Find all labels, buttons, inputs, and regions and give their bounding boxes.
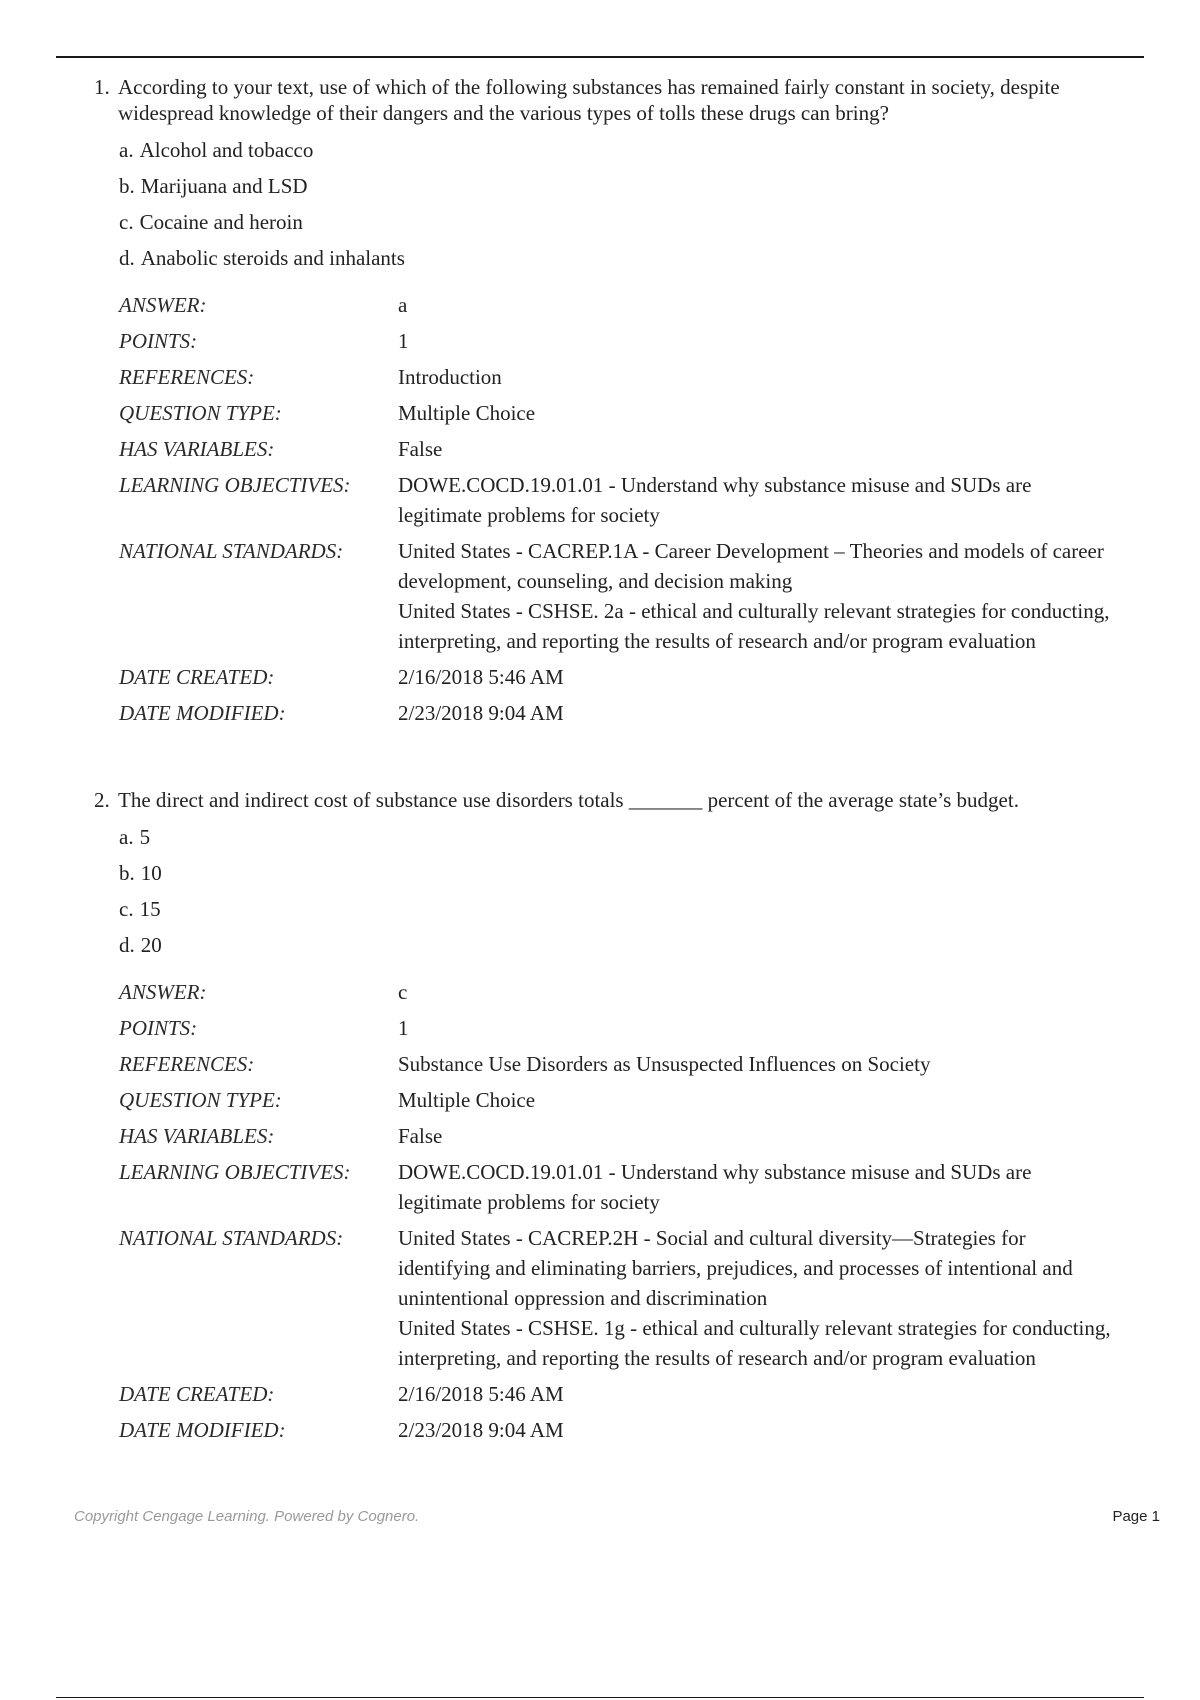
question-number: 1. xyxy=(94,75,110,99)
question-metadata xyxy=(119,290,1119,728)
points-row xyxy=(119,326,1119,356)
national-standards-value xyxy=(398,1223,1119,1373)
has-variables-value: False xyxy=(398,1124,443,1148)
references-row xyxy=(119,1049,1119,1079)
answer-row xyxy=(119,977,1119,1007)
learning-objectives-value: DOWE.COCD.19.01.01 - Understand why substance misuse and SUDs are legitimate problems for society xyxy=(398,473,1032,527)
learning-objectives-row xyxy=(119,470,1119,530)
date-created-label: DATE CREATED: xyxy=(119,1382,275,1406)
points-label: POINTS: xyxy=(119,329,198,353)
choice-letter: c. xyxy=(119,210,134,234)
national-standards-row xyxy=(119,1223,1119,1373)
question-stem xyxy=(94,787,1119,813)
date-modified-row xyxy=(119,1415,1119,1445)
question-type-label: QUESTION TYPE: xyxy=(119,401,282,425)
choice-b xyxy=(119,168,1200,204)
choice-a xyxy=(119,132,1200,168)
national-standards-row xyxy=(119,536,1119,656)
question-type-label: QUESTION TYPE: xyxy=(119,1088,282,1112)
choice-c xyxy=(119,891,1200,927)
question-1 xyxy=(0,74,1200,734)
question-text: The direct and indirect cost of substance use disorders totals _______ percent of the average state’s budget. xyxy=(118,788,1019,812)
question-type-value: Multiple Choice xyxy=(398,1088,536,1112)
copyright-notice: Copyright Cengage Learning. Powered by Cognero. xyxy=(74,1508,420,1525)
question-type-row xyxy=(119,398,1119,428)
points-row xyxy=(119,1013,1119,1043)
bottom-rule xyxy=(56,1697,1144,1698)
choice-text: Marijuana and LSD xyxy=(140,174,308,198)
national-standards-value xyxy=(398,536,1119,656)
date-modified-value: 2/23/2018 9:04 AM xyxy=(398,701,564,725)
choice-b xyxy=(119,855,1200,891)
choice-a xyxy=(119,819,1200,855)
choice-letter: d. xyxy=(119,246,135,270)
date-modified-label: DATE MODIFIED: xyxy=(119,1418,286,1442)
answer-value: a xyxy=(398,293,408,317)
choice-text: 20 xyxy=(140,933,162,957)
choice-list xyxy=(119,819,1200,963)
has-variables-label: HAS VARIABLES: xyxy=(119,437,275,461)
choice-letter: b. xyxy=(119,861,135,885)
points-value: 1 xyxy=(398,329,409,353)
choice-text: Cocaine and heroin xyxy=(139,210,303,234)
choice-text: 5 xyxy=(139,825,151,849)
references-row xyxy=(119,362,1119,392)
standard-item: United States - CSHSE. 2a - ethical and culturally relevant strategies for conducting, interpreting, and reporting the results of research and/or program evaluation xyxy=(398,599,1110,653)
choice-letter: a. xyxy=(119,138,134,162)
date-modified-value: 2/23/2018 9:04 AM xyxy=(398,1418,564,1442)
choice-letter: d. xyxy=(119,933,135,957)
date-created-value: 2/16/2018 5:46 AM xyxy=(398,1382,564,1406)
references-label: REFERENCES: xyxy=(119,365,255,389)
top-rule xyxy=(56,56,1144,58)
date-created-label: DATE CREATED: xyxy=(119,665,275,689)
answer-label: ANSWER: xyxy=(119,980,207,1004)
choice-c xyxy=(119,204,1200,240)
choice-text: 10 xyxy=(140,861,162,885)
question-2 xyxy=(0,787,1200,1451)
question-type-row xyxy=(119,1085,1119,1115)
question-number: 2. xyxy=(94,788,110,812)
national-standards-label: NATIONAL STANDARDS: xyxy=(119,1226,344,1250)
choice-text: Alcohol and tobacco xyxy=(139,138,314,162)
national-standards-label: NATIONAL STANDARDS: xyxy=(119,539,344,563)
answer-row xyxy=(119,290,1119,320)
choice-letter: b. xyxy=(119,174,135,198)
question-type-value: Multiple Choice xyxy=(398,401,536,425)
question-stem xyxy=(94,74,1119,126)
choice-d xyxy=(119,240,1200,276)
question-text: According to your text, use of which of the following substances has remained fairly constant in society, despite widespread knowledge of their dangers and the various types of tolls these drugs can bring? xyxy=(118,75,1060,125)
standard-item: United States - CSHSE. 1g - ethical and culturally relevant strategies for conducting, interpreting, and reporting the results of research and/or program evaluation xyxy=(398,1316,1111,1370)
standard-item: United States - CACREP.2H - Social and cultural diversity—Strategies for identifying and eliminating barriers, prejudices, and processes of intentional and unintentional oppression and discrimination xyxy=(398,1226,1073,1310)
choice-text: Anabolic steroids and inhalants xyxy=(140,246,405,270)
answer-label: ANSWER: xyxy=(119,293,207,317)
learning-objectives-value: DOWE.COCD.19.01.01 - Understand why substance misuse and SUDs are legitimate problems for society xyxy=(398,1160,1032,1214)
learning-objectives-label: LEARNING OBJECTIVES: xyxy=(119,473,351,497)
has-variables-label: HAS VARIABLES: xyxy=(119,1124,275,1148)
has-variables-row xyxy=(119,434,1119,464)
choice-list xyxy=(119,132,1200,276)
points-label: POINTS: xyxy=(119,1016,198,1040)
points-value: 1 xyxy=(398,1016,409,1040)
date-created-row xyxy=(119,1379,1119,1409)
date-created-row xyxy=(119,662,1119,692)
references-value: Introduction xyxy=(398,365,502,389)
learning-objectives-row xyxy=(119,1157,1119,1217)
choice-d xyxy=(119,927,1200,963)
references-label: REFERENCES: xyxy=(119,1052,255,1076)
choice-text: 15 xyxy=(139,897,161,921)
learning-objectives-label: LEARNING OBJECTIVES: xyxy=(119,1160,351,1184)
has-variables-value: False xyxy=(398,437,443,461)
answer-value: c xyxy=(398,980,408,1004)
standard-item: United States - CACREP.1A - Career Development – Theories and models of career development, counseling, and decision making xyxy=(398,539,1104,593)
date-modified-row xyxy=(119,698,1119,728)
question-metadata xyxy=(119,977,1119,1445)
date-created-value: 2/16/2018 5:46 AM xyxy=(398,665,564,689)
date-modified-label: DATE MODIFIED: xyxy=(119,701,286,725)
choice-letter: c. xyxy=(119,897,134,921)
page-number: Page 1 xyxy=(1112,1508,1160,1525)
has-variables-row xyxy=(119,1121,1119,1151)
choice-letter: a. xyxy=(119,825,134,849)
references-value: Substance Use Disorders as Unsuspected Influences on Society xyxy=(398,1052,931,1076)
